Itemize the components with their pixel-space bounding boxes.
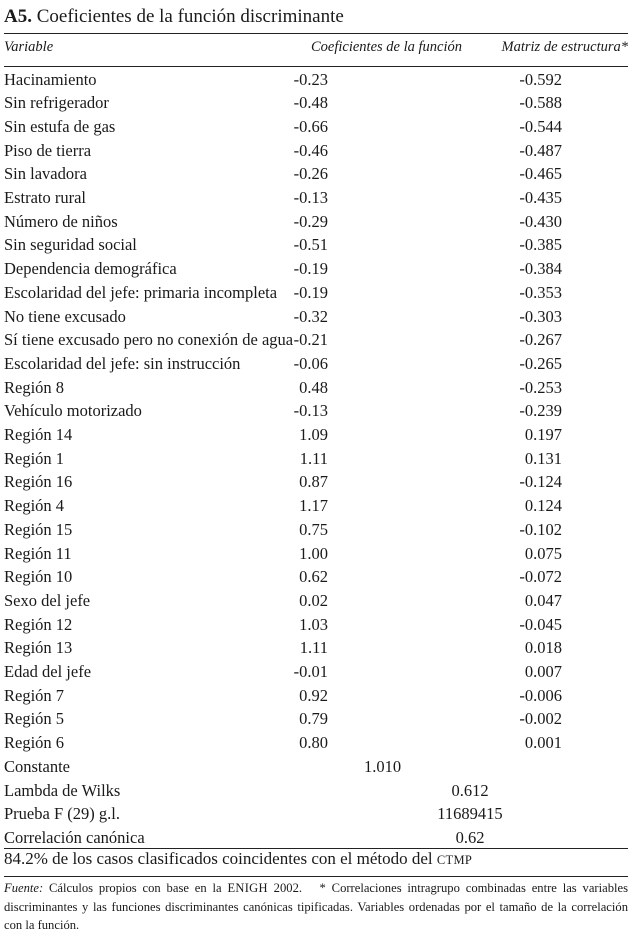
table-title-text: Coeficientes de la función discriminante (36, 6, 344, 27)
variable-cell: Región 15 (4, 519, 73, 539)
structure-cell: -0.072 (519, 567, 562, 587)
coef-cell: 1.09 (299, 425, 328, 444)
variable-cell: Hacinamiento (4, 69, 97, 89)
coef-cell: 1.03 (299, 614, 328, 634)
table-row (0, 281, 632, 305)
variable-cell: Región 12 (4, 614, 73, 634)
variable-cell: Sin refrigerador (4, 93, 109, 113)
coef-cell: -0.66 (293, 116, 328, 136)
coef-cell: -0.23 (293, 69, 328, 89)
structure-cell: -0.544 (519, 116, 562, 136)
structure-cell: 0.007 (524, 662, 562, 681)
table-row (0, 542, 632, 566)
stat-value: 0.612 (451, 780, 489, 800)
asterisk-note: * Correlaciones intragrupo combinadas entre las variables discriminantes y las funciones discriminantes canónicas tipificadas. Variables ordenadas por el tamaño de la correlación con la función. (4, 881, 629, 933)
coef-cell: -0.32 (293, 306, 328, 326)
stat-row (0, 779, 632, 803)
coef-cell: 0.62 (299, 567, 328, 587)
variable-cell: Región 6 (4, 733, 65, 753)
structure-cell: -0.102 (519, 519, 562, 539)
table-row (0, 399, 632, 423)
variable-cell: Región 7 (4, 685, 65, 705)
table-row (0, 68, 632, 92)
variable-cell: Piso de tierra (4, 140, 92, 160)
table-row (0, 589, 632, 613)
coef-cell: 0.02 (299, 590, 328, 610)
footnote (4, 879, 628, 935)
table-title (4, 6, 344, 28)
stat-label: Lambda de Wilks (4, 780, 121, 800)
structure-cell: -0.430 (519, 211, 562, 231)
table-row (0, 423, 632, 447)
source-text: Cálculos propios con base en la (49, 881, 222, 895)
variable-cell: Sexo del jefe (4, 590, 91, 610)
table-row (0, 518, 632, 542)
coef-cell: 0.87 (299, 472, 328, 492)
structure-cell: -0.002 (519, 709, 562, 729)
header-structure: Matriz de estructura* (501, 39, 628, 55)
structure-cell: -0.265 (519, 353, 562, 373)
coef-cell: 1.00 (299, 543, 328, 563)
coef-cell: 0.75 (299, 519, 328, 539)
stat-value: 0.62 (455, 827, 485, 847)
structure-cell: 0.001 (524, 733, 562, 753)
coef-cell: -0.48 (293, 93, 328, 113)
top-rule (4, 33, 628, 34)
structure-cell: -0.253 (519, 377, 562, 397)
structure-cell: 0.197 (524, 425, 562, 444)
coef-cell: -0.13 (293, 401, 328, 421)
variable-cell: Sin lavadora (4, 164, 87, 184)
header-variable: Variable (4, 39, 54, 55)
coef-cell: -0.19 (293, 259, 328, 279)
table-row (0, 447, 632, 471)
variable-cell: No tiene excusado (4, 306, 126, 326)
structure-cell: 0.131 (524, 448, 562, 468)
footnote-rule (4, 876, 628, 877)
stat-row (0, 802, 632, 826)
table-row (0, 660, 632, 684)
variable-cell: Número de niños (4, 211, 118, 231)
variable-cell: Región 11 (4, 543, 72, 563)
structure-cell: -0.592 (519, 69, 562, 89)
coef-cell: 1.11 (299, 638, 328, 658)
table-row (0, 565, 632, 589)
table-id: A5. (4, 6, 32, 27)
variable-cell: Región 8 (4, 377, 65, 397)
source-acronym: ENIGH (227, 881, 268, 895)
coef-cell: -0.13 (293, 188, 328, 207)
variable-cell: Región 10 (4, 567, 73, 587)
structure-cell: -0.384 (519, 259, 562, 279)
variable-cell: Sin seguridad social (4, 235, 137, 255)
constant-row (0, 755, 632, 779)
structure-cell: -0.353 (519, 282, 562, 302)
coef-cell: -0.46 (293, 140, 328, 160)
table-row (0, 233, 632, 257)
table-row (0, 376, 632, 400)
coef-cell: 1.17 (299, 496, 328, 516)
coef-cell: -0.26 (293, 164, 328, 184)
table-row (0, 494, 632, 518)
structure-cell: -0.385 (519, 235, 562, 255)
table-row (0, 328, 632, 352)
table-row (0, 162, 632, 186)
variable-cell: Región 4 (4, 496, 65, 516)
structure-cell: -0.124 (519, 472, 562, 492)
coef-cell: -0.21 (293, 330, 328, 350)
source-year: 2002. (273, 881, 303, 895)
table-row (0, 210, 632, 234)
coef-cell: 0.92 (299, 685, 328, 705)
variable-cell: Región 14 (4, 425, 73, 444)
variable-cell: Sí tiene excusado pero no conexión de agua (4, 330, 294, 350)
structure-cell: -0.588 (519, 93, 562, 113)
constant-value: 1.010 (364, 756, 402, 776)
coef-cell: -0.51 (293, 235, 328, 255)
structure-cell: 0.047 (524, 590, 562, 610)
structure-cell: -0.487 (519, 140, 562, 160)
table-row (0, 305, 632, 329)
table-row (0, 470, 632, 494)
structure-cell: -0.465 (519, 164, 562, 184)
table-row (0, 636, 632, 660)
variable-cell: Escolaridad del jefe: primaria incompleta (4, 282, 278, 302)
stat-row (0, 826, 632, 850)
constant-label: Constante (4, 756, 70, 776)
variable-cell: Región 16 (4, 472, 73, 492)
structure-cell: -0.045 (519, 614, 562, 634)
table-row (0, 139, 632, 163)
stat-label: Correlación canónica (4, 827, 145, 847)
variable-cell: Región 13 (4, 638, 73, 658)
table-row (0, 115, 632, 139)
table-row (0, 613, 632, 637)
coef-cell: -0.19 (293, 282, 328, 302)
structure-cell: 0.018 (524, 638, 562, 658)
coef-cell: -0.01 (293, 662, 328, 681)
structure-cell: -0.435 (519, 188, 562, 207)
table-row (0, 257, 632, 281)
table-row (0, 186, 632, 210)
variable-cell: Estrato rural (4, 188, 87, 207)
coef-cell: -0.06 (293, 353, 328, 373)
stat-value: 11689415 (437, 804, 503, 824)
summary-text: 84.2% de los casos clasificados coincidentes con el método del (4, 849, 433, 868)
table-row (0, 91, 632, 115)
stat-label: Prueba F (29) g.l. (4, 804, 120, 824)
table-row (0, 352, 632, 376)
variable-cell: Edad del jefe (4, 662, 92, 681)
classification-summary (4, 848, 472, 871)
structure-cell: 0.075 (524, 543, 562, 563)
table-row (0, 731, 632, 755)
header-coef: Coeficientes de la función (310, 39, 462, 55)
variable-cell: Región 1 (4, 448, 65, 468)
variable-cell: Escolaridad del jefe: sin instrucción (4, 353, 241, 373)
summary-acronym: CTMP (436, 853, 473, 867)
variable-cell: Vehículo motorizado (4, 401, 142, 421)
table-row (0, 684, 632, 708)
structure-cell: 0.124 (524, 496, 562, 516)
coef-cell: 1.11 (299, 448, 328, 468)
structure-cell: -0.239 (519, 401, 562, 421)
variable-cell: Región 5 (4, 709, 65, 729)
variable-cell: Dependencia demográfica (4, 259, 177, 279)
structure-cell: -0.303 (519, 306, 562, 326)
coef-cell: 0.80 (299, 733, 328, 753)
coef-cell: 0.48 (299, 377, 328, 397)
coef-cell: -0.29 (293, 211, 328, 231)
structure-cell: -0.006 (519, 685, 562, 705)
source-label: Fuente: (4, 881, 44, 895)
structure-cell: -0.267 (519, 330, 562, 350)
table-row (0, 707, 632, 731)
coef-cell: 0.79 (299, 709, 328, 729)
variable-cell: Sin estufa de gas (4, 116, 116, 136)
